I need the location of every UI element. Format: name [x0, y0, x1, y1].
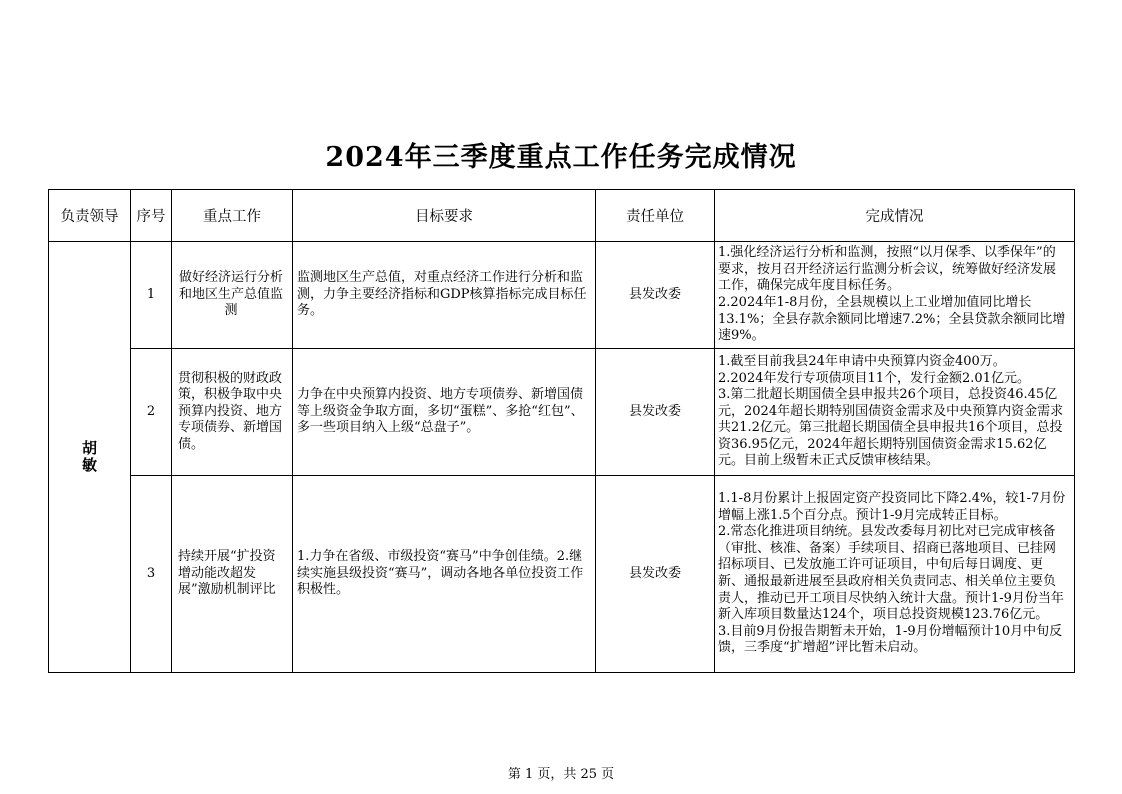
table-row: [49, 476, 1075, 673]
target-cell: 监测地区生产总值，对重点经济工作进行分析和监测，力争主要经济指标和GDP核算指标完成目标任务。: [293, 242, 596, 349]
task-cell: 持续开展“扩投资增动能改超发展”激励机制评比: [172, 476, 293, 673]
status-cell: 1.1-8月份累计上报固定资产投资同比下降2.4%，较1-7月份增幅上涨1.5个百分点。预计1-9月完成转正目标。 2.常态化推进项目纳统。县发改委每月初比对已完成审核备（审批、核准、备案）手续项目、招商已落地项目、已挂网招标项目、已发放施工许可证项目，中旬后每日调度、更新、通报最新进展至县政府相关负责同志、相关单位主要负责人，推动已开工项目尽快纳入统计大盘。预计1-9月份当年新入库项目数量达124个，项目总投资规模123.76亿元。 3.目前9月份报告期暂未开始，1-9月份增幅预计10月中旬反馈，三季度“扩增超”评比暂未启动。: [715, 476, 1075, 673]
header-leader: 负责领导: [49, 190, 131, 242]
seq-cell: 3: [131, 476, 172, 673]
table-row: [49, 349, 1075, 476]
target-cell: 力争在中央预算内投资、地方专项债券、新增国债等上级资金争取方面，多切“蛋糕”、多抢“红包”、多一些项目纳入上级“总盘子”。: [293, 349, 596, 476]
page-number-footer: 第 1 页，共 25 页: [507, 767, 615, 782]
seq-cell: 1: [131, 242, 172, 349]
page-title: 2024年三季度重点工作任务完成情况: [325, 142, 797, 173]
leader-cell: 胡敏: [49, 242, 131, 673]
task-cell: 贯彻积极的财政政策，积极争取中央预算内投资、地方专项债券、新增国债。: [172, 349, 293, 476]
target-cell: 1.力争在省级、市级投资“赛马”中争创佳绩。2.继续实施县级投资“赛马”，调动各地各单位投资工作积极性。: [293, 476, 596, 673]
unit-cell: 县发改委: [596, 349, 715, 476]
status-cell: 1.强化经济运行分析和监测，按照“以月保季、以季保年”的要求，按月召开经济运行监测分析会议，统筹做好经济发展工作，确保完成年度目标任务。 2.2024年1-8月份，全县规模以上工业增加值同比增长13.1%；全县存款余额同比增速7.2%；全县贷款余额同比增速9%。: [715, 242, 1075, 349]
task-cell: 做好经济运行分析和地区生产总值监测: [172, 242, 293, 349]
header-seq: 序号: [131, 190, 172, 242]
unit-cell: 县发改委: [596, 476, 715, 673]
header-target: 目标要求: [293, 190, 596, 242]
header-unit: 责任单位: [596, 190, 715, 242]
table-row: [49, 242, 1075, 349]
header-task: 重点工作: [172, 190, 293, 242]
status-cell: 1.截至目前我县24年申请中央预算内资金400万。 2.2024年发行专项债项目11个，发行金额2.01亿元。 3.第二批超长期国债全县申报共26个项目，总投资46.45亿元，2024年超长期特别国债资金需求及中央预算内资金需求共21.2亿元。第三批超长期国债全县申报共16个项目，总投资36.95亿元，2024年超长期特别国债资金需求15.62亿元。目前上级暂未正式反馈审核结果。: [715, 349, 1075, 476]
seq-cell: 2: [131, 349, 172, 476]
task-table: [48, 189, 1075, 673]
unit-cell: 县发改委: [596, 242, 715, 349]
table-header-row: [49, 190, 1075, 242]
header-status: 完成情况: [715, 190, 1075, 242]
